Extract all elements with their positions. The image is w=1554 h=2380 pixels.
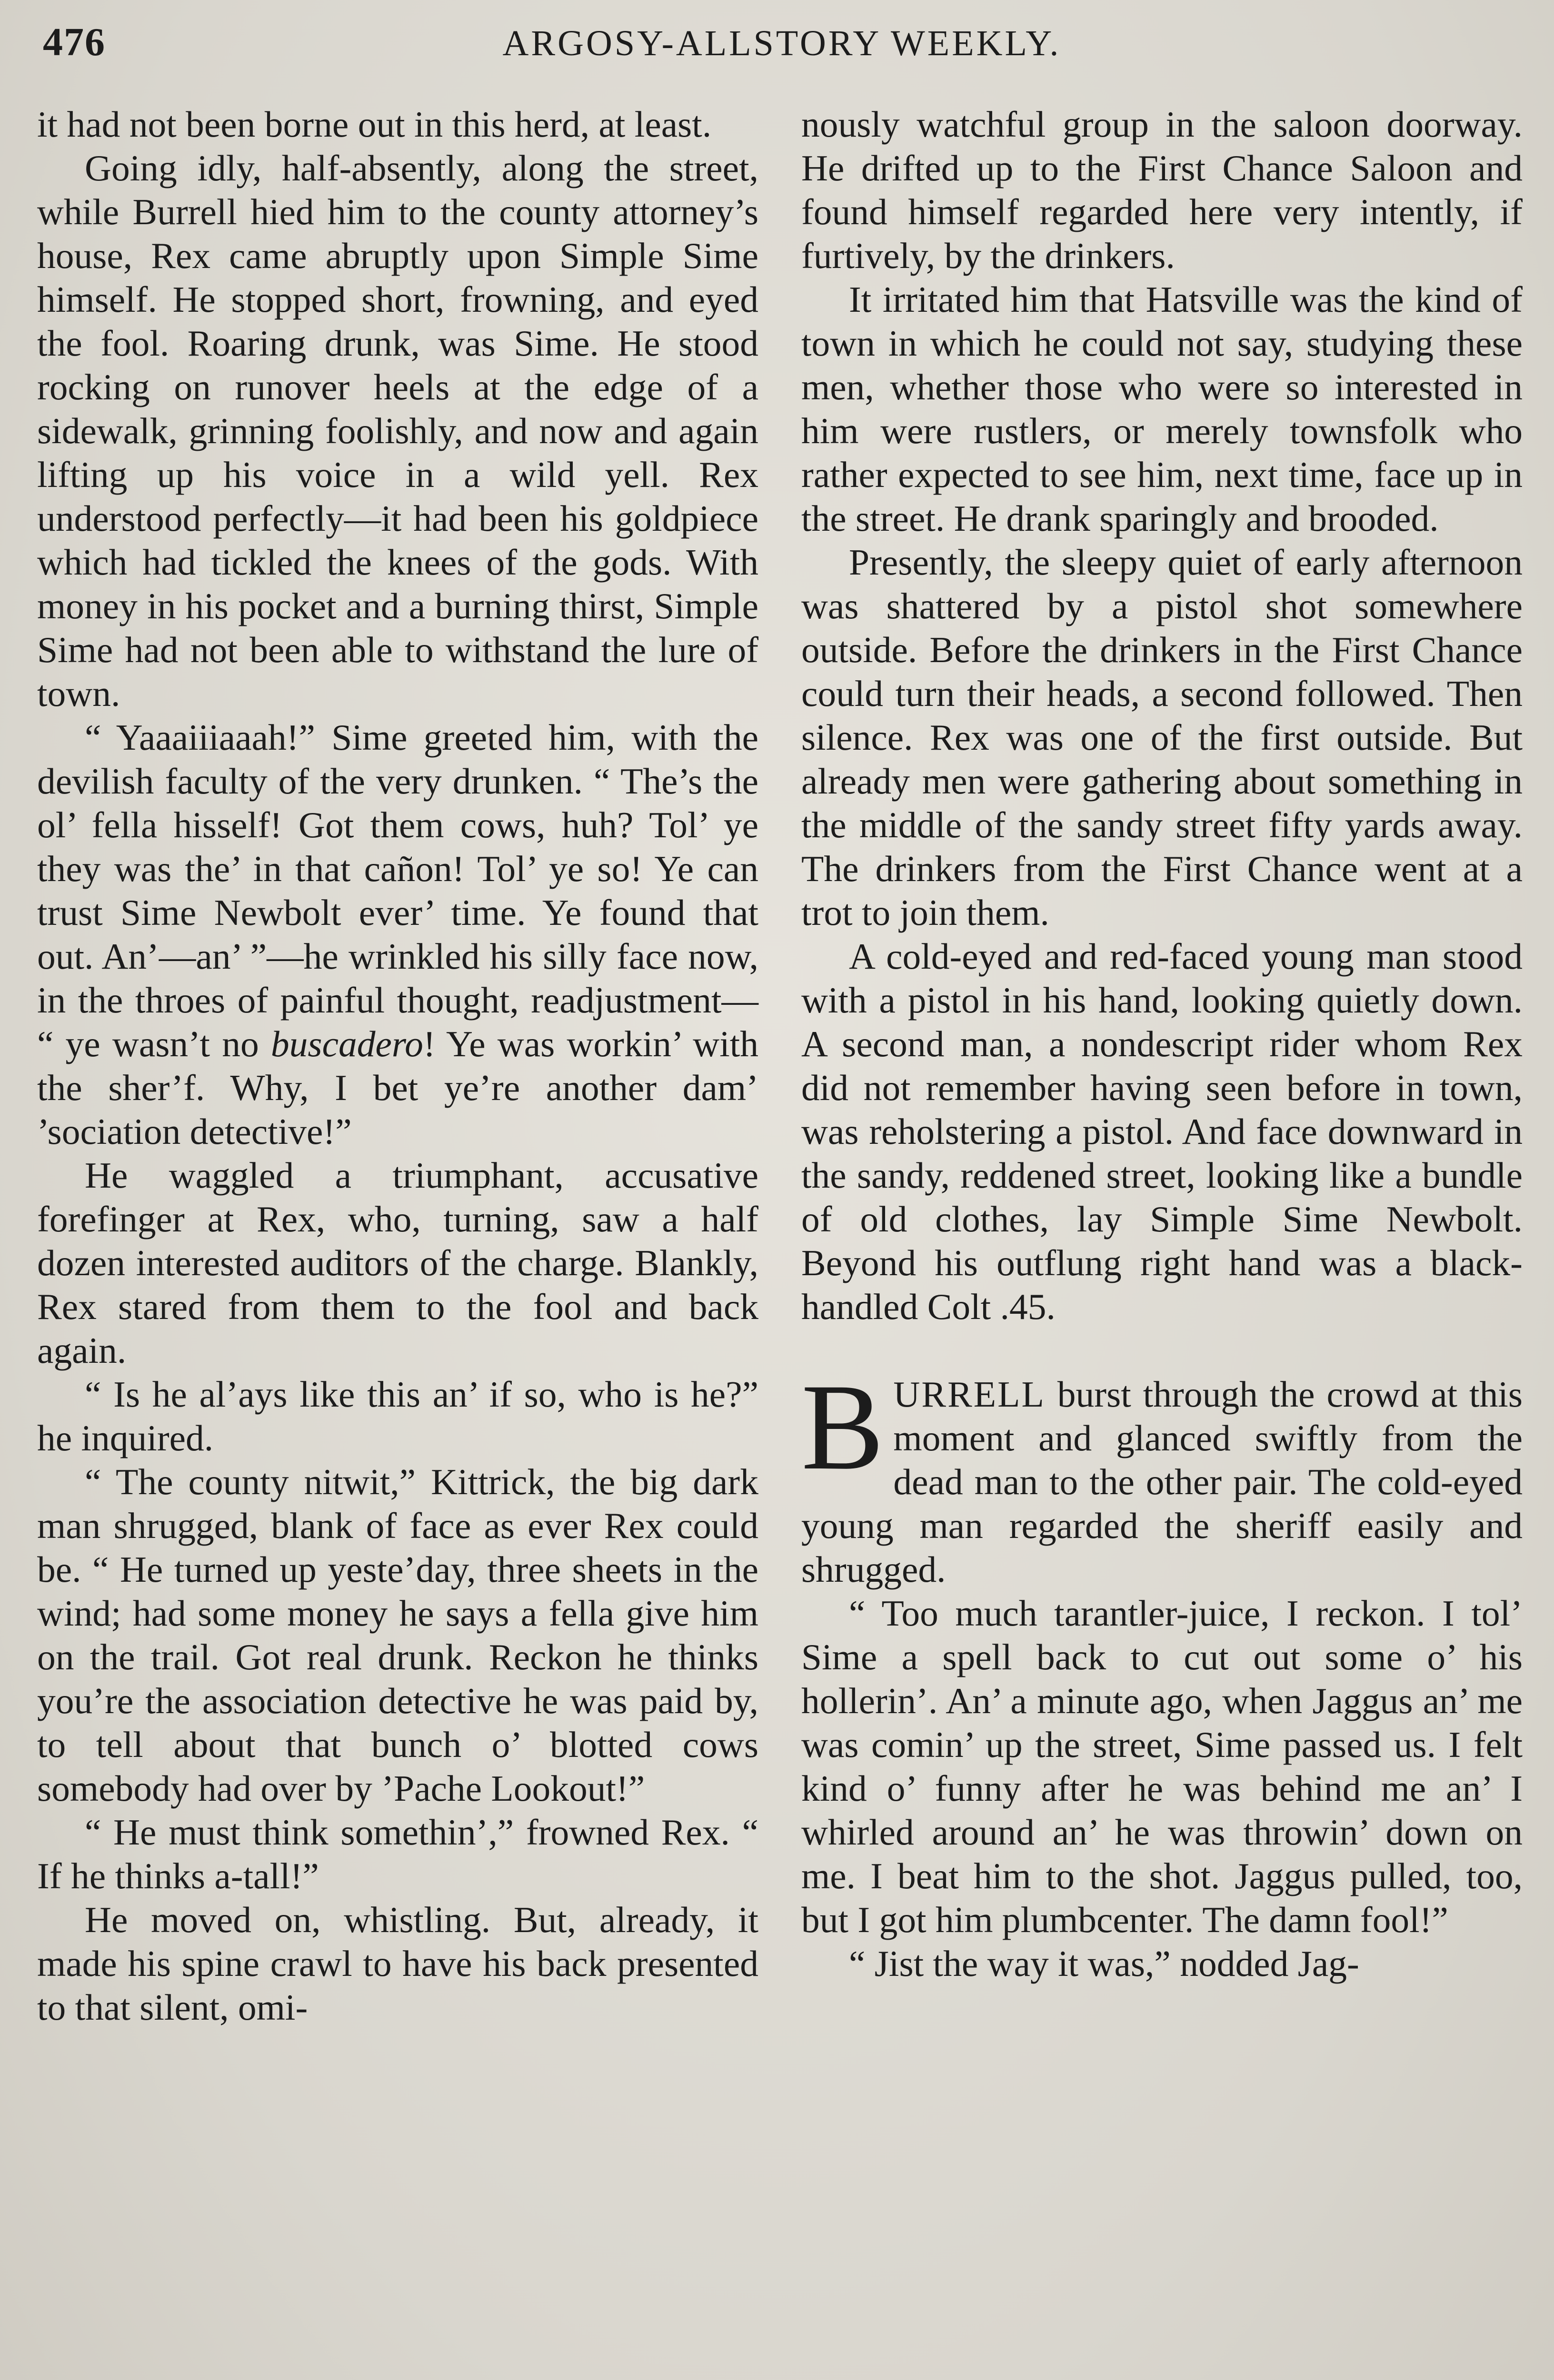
section-opening-paragraph: [801, 1359, 1523, 1591]
paragraph: “ He must think somethin’,” frowned Rex. “ If he thinks a-tall!”: [37, 1812, 758, 1896]
italic-word: buscadero: [270, 1023, 423, 1064]
paragraph: nously watchful group in the saloon doorway. He drifted up to the First Chance Saloon and found himself regarded here very intently, if furtively, by the drinkers.: [801, 104, 1523, 276]
paragraph: It irritated him that Hatsville was the kind of town in which he could not say, studying these men, whether those who were so interested in him were rustlers, or merely townsfolk who rather expected to see him, next time, face up in the street. He drank sparingly and brooded.: [801, 279, 1523, 539]
page-number: 476: [43, 20, 106, 64]
paragraph: He moved on, whistling. But, already, it made his spine crawl to have his back presented to that silent, omi-: [37, 1899, 758, 2028]
paragraph-text: burst through the crowd at this moment and glanced swiftly from the dead man to the other pair. The cold-eyed young man regarded the sheriff easily and shrugged.: [801, 1374, 1523, 1590]
right-column: [801, 102, 1523, 1985]
paragraph: “ Yaaaiiiaaah!” Sime greeted him, with the devilish faculty of the very drunken. “ The’s the ol’ fella hisself! Got them cows, huh? Tol’ ye they was the’ in that cañon! Tol’ ye so! Ye can trust Sime Newbolt ever’ time. Ye found that out. An’—an’ ”—he wrinkled his silly face now, in the throes of painful thought, readjustment— “ ye wasn’t no buscadero! Ye was workin’ with the sher’f. Why, I bet ye’re another dam’ ’sociation detective!”: [37, 717, 759, 1152]
page-header: [38, 10, 1525, 76]
paragraph: Presently, the sleepy quiet of early afternoon was shattered by a pistol shot somewhere outside. Before the drinkers in the First Chance could turn their heads, a second followed. Then silence. Rex was one of the first outside. But already men were gathering about something in the middle of the sandy street fifty yards away. The drinkers from the First Chance went at a trot to join them.: [801, 542, 1523, 933]
paragraph: “ The county nitwit,” Kittrick, the big dark man shrugged, blank of face as ever Rex could be. “ He turned up yeste’day, three sheets in the wind; had some money he says a fella give him on the trail. Got real drunk. Reckon he thinks you’re the association detective he was paid by, to tell about that bunch o’ blotted cows somebody had over by ’Pache Lookout!”: [37, 1461, 758, 1809]
paragraph: it had not been borne out in this herd, at least.: [37, 104, 712, 145]
left-column: [37, 102, 758, 2029]
paragraph: “ Is he al’ays like this an’ if so, who is he?” he inquired.: [37, 1374, 758, 1458]
lead-in-word: URRELL: [893, 1374, 1046, 1415]
paragraph: A cold-eyed and red-faced young man stood with a pistol in his hand, looking quietly down. A second man, a nondescript rider whom Rex did not remember having seen before in town, was reholstering a pistol. And face downward in the sandy, reddened street, looking like a bundle of old clothes, lay Simple Sime Newbolt. Beyond his outflung right hand was a black-handled Colt .45.: [801, 936, 1523, 1327]
drop-cap: B: [801, 1359, 884, 1496]
running-head: ARGOSY-ALLSTORY WEEKLY.: [502, 23, 1061, 63]
section-break: [801, 1329, 1523, 1372]
paragraph: “ Jist the way it was,” nodded Jag-: [849, 1943, 1359, 1984]
paragraph: “ Too much tarantler-juice, I reckon. I tol’ Sime a spell back to cut out some o’ his hollerin’. An’ a minute ago, when Jaggus an’ me was comin’ up the street, Sime passed us. I felt kind o’ funny after he was behind me an’ I whirled around an’ he was throwin’ down on me. I beat him to the shot. Jaggus pulled, too, but I got him plumbcenter. The damn fool!”: [801, 1593, 1523, 1940]
paragraph: Going idly, half-absently, along the street, while Burrell hied him to the county attorney’s house, Rex came abruptly upon Simple Sime himself. He stopped short, frowning, and eyed the fool. Roaring drunk, was Sime. He stood rocking on runover heels at the edge of a sidewalk, grinning foolishly, and now and again lifting up his voice in a wild yell. Rex understood perfectly—it had been his goldpiece which had tickled the knees of the gods. With money in his pocket and a burning thirst, Simple Sime had not been able to withstand the lure of town.: [37, 148, 758, 714]
paragraph: He waggled a triumphant, accusative forefinger at Rex, who, turning, saw a half dozen interested auditors of the charge. Blankly, Rex stared from them to the fool and back again.: [37, 1155, 758, 1371]
